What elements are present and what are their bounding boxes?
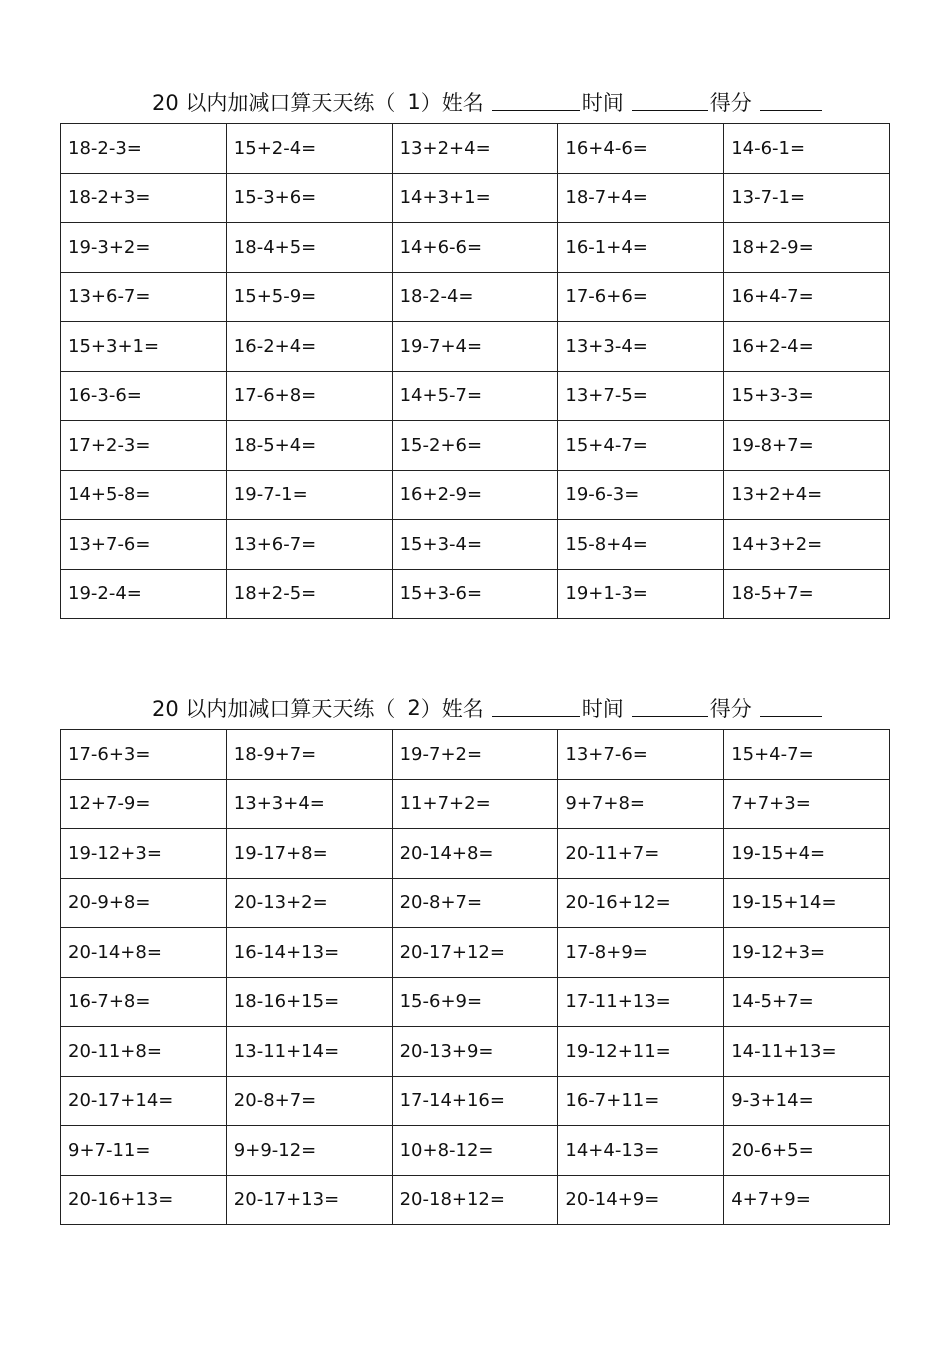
problem-cell: 19-15+4= [724,829,890,879]
problem-cell: 13+2+4= [724,470,890,520]
problem-cell: 18-4+5= [226,223,392,273]
problem-cell: 17-6+6= [558,272,724,322]
problem-cell: 18-7+4= [558,173,724,223]
problem-cell: 16-2+4= [226,322,392,372]
problem-cell: 17-6+8= [226,371,392,421]
problem-cell: 18-9+7= [226,730,392,780]
time-blank[interactable] [632,92,708,111]
problem-cell: 17-8+9= [558,928,724,978]
problem-table [60,123,890,619]
table-row [61,569,890,619]
problem-cell: 9-3+14= [724,1076,890,1126]
problem-cell: 15-2+6= [392,421,558,471]
problem-cell: 20-6+5= [724,1126,890,1176]
problem-cell: 20-17+13= [226,1175,392,1225]
problem-cell: 20-14+8= [61,928,227,978]
table-row [61,1175,890,1225]
problem-cell: 16-14+13= [226,928,392,978]
problem-cell: 19-7+2= [392,730,558,780]
time-label: 时间 [581,696,624,721]
table-row [61,124,890,174]
problem-cell: 18-5+7= [724,569,890,619]
worksheet-title [60,686,890,729]
problem-cell: 12+7-9= [61,779,227,829]
table-row [61,829,890,879]
table-row [61,223,890,273]
table-row [61,421,890,471]
problem-cell: 15+3-6= [392,569,558,619]
name-blank[interactable] [492,698,580,717]
problem-cell: 15-3+6= [226,173,392,223]
problem-cell: 19+1-3= [558,569,724,619]
problem-cell: 11+7+2= [392,779,558,829]
problem-cell: 18-2-3= [61,124,227,174]
table-row [61,928,890,978]
table-row [61,1126,890,1176]
worksheet-1 [60,80,890,619]
score-label: 得分 [709,90,752,115]
problem-cell: 14+3+1= [392,173,558,223]
problem-cell: 20-13+2= [226,878,392,928]
problem-cell: 20-11+7= [558,829,724,879]
problem-cell: 18+2-5= [226,569,392,619]
problem-cell: 16+2-9= [392,470,558,520]
table-row [61,371,890,421]
problem-cell: 20-14+9= [558,1175,724,1225]
name-blank[interactable] [492,92,580,111]
table-row [61,173,890,223]
problem-cell: 9+7-11= [61,1126,227,1176]
problem-cell: 20-14+8= [392,829,558,879]
worksheet-number: 1 [407,89,421,114]
problem-table [60,729,890,1225]
problem-cell: 14+5-7= [392,371,558,421]
problem-cell: 4+7+9= [724,1175,890,1225]
problem-cell: 20-13+9= [392,1027,558,1077]
time-blank[interactable] [632,698,708,717]
table-row [61,520,890,570]
problem-cell: 13+2+4= [392,124,558,174]
problem-cell: 20-18+12= [392,1175,558,1225]
problem-cell: 17-14+16= [392,1076,558,1126]
name-label: ）姓名 [420,696,484,721]
table-row [61,272,890,322]
problem-cell: 9+9-12= [226,1126,392,1176]
problem-cell: 19-2-4= [61,569,227,619]
table-row [61,470,890,520]
problem-cell: 16+4-6= [558,124,724,174]
score-blank[interactable] [760,698,822,717]
problem-cell: 17+2-3= [61,421,227,471]
worksheet-number: 2 [407,695,421,720]
problem-cell: 13+3-4= [558,322,724,372]
problem-cell: 19-12+3= [61,829,227,879]
problem-cell: 18+2-9= [724,223,890,273]
problem-cell: 20-16+12= [558,878,724,928]
problem-cell: 19-12+11= [558,1027,724,1077]
problem-cell: 15+4-7= [558,421,724,471]
problem-cell: 14+4-13= [558,1126,724,1176]
table-row [61,1027,890,1077]
problem-cell: 18-2-4= [392,272,558,322]
problem-cell: 20-9+8= [61,878,227,928]
problem-cell: 9+7+8= [558,779,724,829]
problem-cell: 15-6+9= [392,977,558,1027]
problem-cell: 14-11+13= [724,1027,890,1077]
problem-cell: 20-8+7= [392,878,558,928]
score-blank[interactable] [760,92,822,111]
problem-cell: 16+2-4= [724,322,890,372]
problem-cell: 14+6-6= [392,223,558,273]
problem-cell: 19-7-1= [226,470,392,520]
problem-cell: 13+7-6= [61,520,227,570]
table-row [61,730,890,780]
name-label: ）姓名 [420,90,484,115]
table-row [61,1076,890,1126]
problem-cell: 16-1+4= [558,223,724,273]
problem-cell: 18-2+3= [61,173,227,223]
problem-cell: 14+3+2= [724,520,890,570]
problem-cell: 18-5+4= [226,421,392,471]
time-label: 时间 [581,90,624,115]
problem-cell: 17-6+3= [61,730,227,780]
worksheet-title [60,80,890,123]
problem-cell: 19-8+7= [724,421,890,471]
problem-cell: 20-11+8= [61,1027,227,1077]
problem-cell: 15+5-9= [226,272,392,322]
problem-cell: 14-5+7= [724,977,890,1027]
title-prefix: 20 以内加减口算天天练（ [152,90,396,115]
problem-cell: 16-7+11= [558,1076,724,1126]
problem-cell: 15+3-4= [392,520,558,570]
problem-cell: 19-7+4= [392,322,558,372]
problem-cell: 13-11+14= [226,1027,392,1077]
problem-cell: 17-11+13= [558,977,724,1027]
worksheet-2 [60,686,890,1225]
title-prefix: 20 以内加减口算天天练（ [152,696,396,721]
problem-cell: 13-7-1= [724,173,890,223]
problem-cell: 10+8-12= [392,1126,558,1176]
problem-cell: 18-16+15= [226,977,392,1027]
problem-cell: 15-8+4= [558,520,724,570]
problem-cell: 15+2-4= [226,124,392,174]
problem-cell: 19-6-3= [558,470,724,520]
problem-cell: 20-8+7= [226,1076,392,1126]
problem-cell: 13+6-7= [226,520,392,570]
problem-cell: 7+7+3= [724,779,890,829]
problem-cell: 20-17+12= [392,928,558,978]
problem-cell: 19-12+3= [724,928,890,978]
problem-cell: 13+6-7= [61,272,227,322]
problem-cell: 16-3-6= [61,371,227,421]
problem-cell: 16-7+8= [61,977,227,1027]
problem-cell: 13+3+4= [226,779,392,829]
problem-cell: 15+4-7= [724,730,890,780]
problem-cell: 20-17+14= [61,1076,227,1126]
problem-cell: 19-3+2= [61,223,227,273]
table-row [61,977,890,1027]
problem-cell: 14+5-8= [61,470,227,520]
problem-cell: 16+4-7= [724,272,890,322]
problem-cell: 15+3-3= [724,371,890,421]
problem-cell: 19-17+8= [226,829,392,879]
problem-cell: 20-16+13= [61,1175,227,1225]
table-row [61,779,890,829]
score-label: 得分 [709,696,752,721]
problem-cell: 19-15+14= [724,878,890,928]
table-row [61,322,890,372]
problem-cell: 15+3+1= [61,322,227,372]
table-row [61,878,890,928]
problem-cell: 14-6-1= [724,124,890,174]
problem-cell: 13+7-6= [558,730,724,780]
problem-cell: 13+7-5= [558,371,724,421]
